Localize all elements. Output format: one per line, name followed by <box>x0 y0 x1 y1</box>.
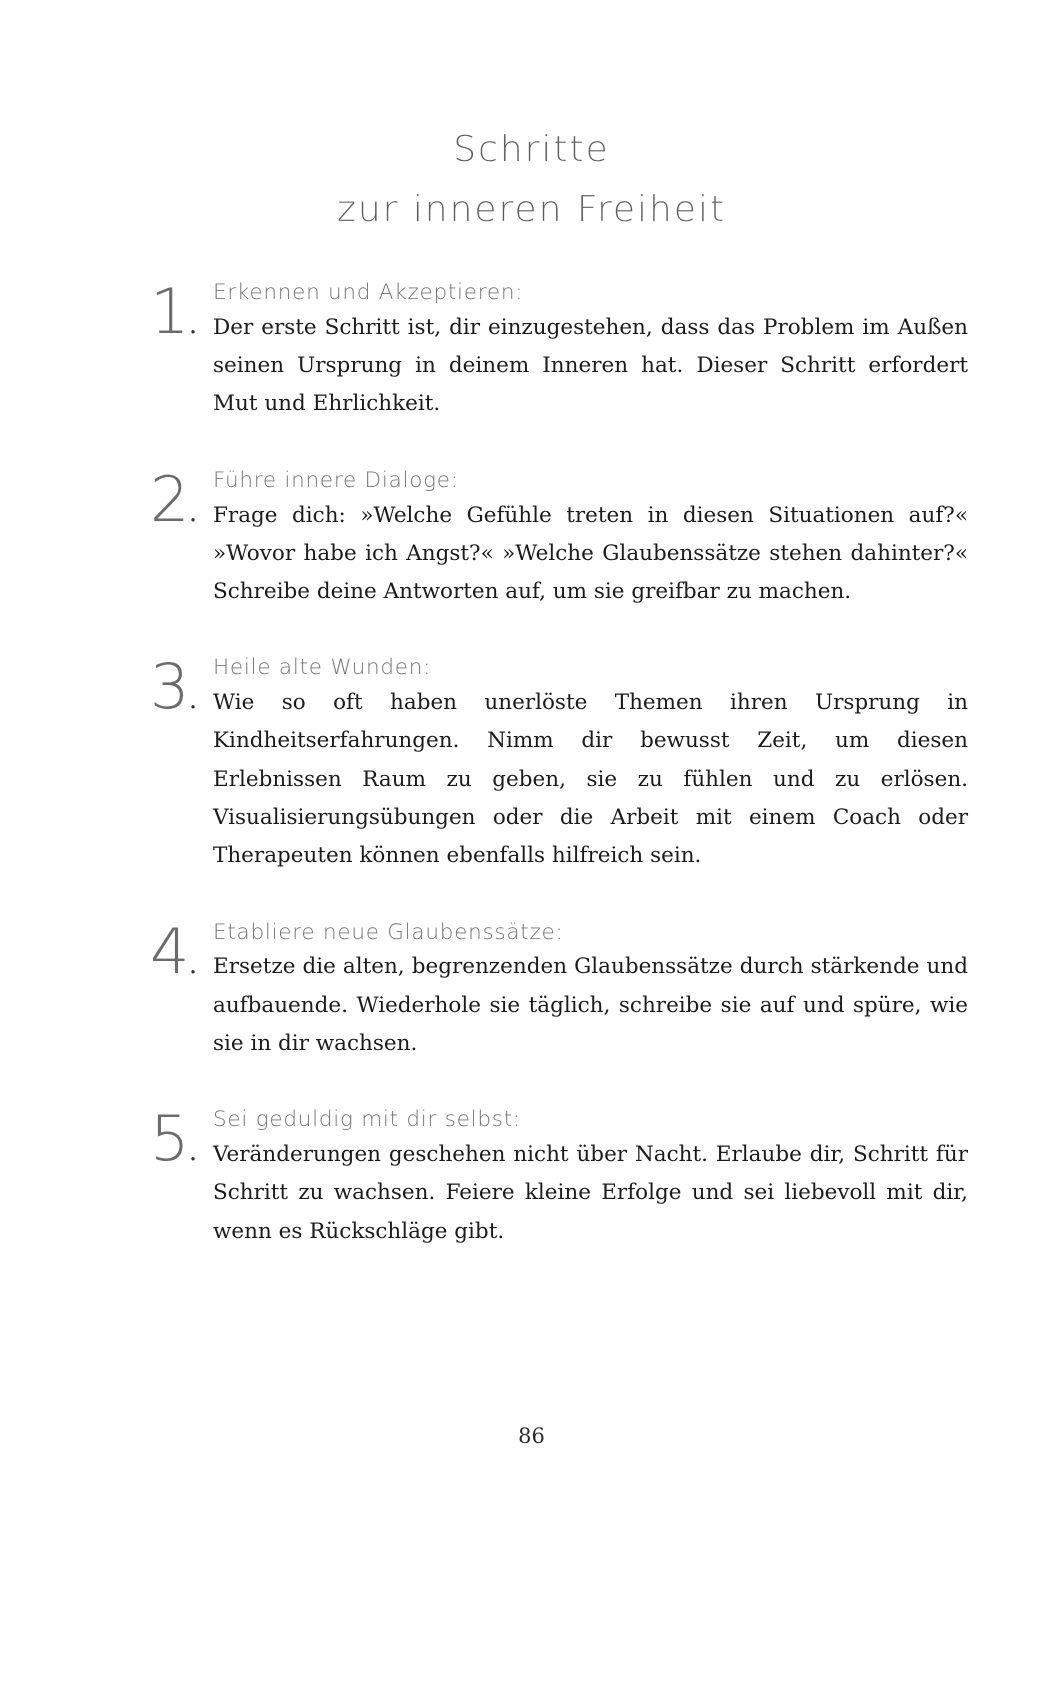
step-number <box>150 275 208 348</box>
step-body: Veränderungen geschehen nicht über Nacht. Erlaube dir, Schritt für Schritt zu wachsen. Feiere kleine Erfolge und sei liebevoll mit dir, wenn es Rückschläge gibt. <box>213 1142 968 1244</box>
step-number-digit: 3 <box>150 650 189 724</box>
step-number-digit: 1 <box>150 275 189 348</box>
step-heading: Führe innere Dialoge: <box>213 467 459 493</box>
step-heading: Erkennen und Akzeptieren: <box>213 280 524 305</box>
page-title-line-2: zur inneren Freiheit <box>336 189 727 230</box>
step-number-digit: 2 <box>150 462 189 536</box>
step-number <box>150 650 208 724</box>
step-number-dot: . <box>188 497 197 528</box>
list-item <box>150 650 968 875</box>
step-number <box>150 462 208 536</box>
step-number <box>150 1102 208 1176</box>
step-body: Wie so oft haben unerlöste Themen ihren Ursprung in Kindheitserfahrungen. Nimm dir bewusst Zeit, um diesen Erlebnissen Raum zu geben, sie zu fühlen und zu erlösen. Visualisierungsübungen oder die Arbeit mit einem Coach oder Therapeuten können ebenfalls hilfreich sein. <box>213 690 968 869</box>
list-item <box>150 1102 968 1251</box>
page-title-line-1: Schritte <box>453 129 610 170</box>
steps-list <box>0 275 1063 1251</box>
step-number-dot: . <box>188 310 197 340</box>
list-item <box>150 462 968 612</box>
step-number-dot: . <box>188 949 197 980</box>
step-heading: Sei geduldig mit dir selbst: <box>213 1107 521 1133</box>
step-number <box>150 914 208 988</box>
step-number-digit: 5 <box>150 1102 189 1176</box>
step-number-dot: . <box>188 685 197 716</box>
step-number-dot: . <box>188 1137 197 1168</box>
page-number: 86 <box>518 1424 545 1448</box>
step-body: Frage dich: »Welche Gefühle treten in diesen Situationen auf?« »Wovor habe ich Angst?« »Welche Glaubenssätze stehen dahinter?« Schreibe deine Antworten auf, um sie greifbar zu machen. <box>213 502 968 605</box>
list-item <box>150 914 968 1064</box>
step-heading: Etabliere neue Glaubenssätze: <box>213 919 564 945</box>
step-body: Der erste Schritt ist, dir einzugestehen, dass das Problem im Außen seinen Ursprung in deinem Inneren hat. Dieser Schritt erfordert Mut und Ehrlichkeit. <box>213 314 968 417</box>
step-number-digit: 4 <box>150 914 189 988</box>
step-body: Ersetze die alten, begrenzenden Glaubenssätze durch stärkende und aufbauende. Wiederhole sie täglich, schreibe sie auf und spüre, wie sie in dir wachsen. <box>213 954 968 1056</box>
page-title <box>0 0 1063 228</box>
list-item <box>150 275 968 424</box>
step-heading: Heile alte Wunden: <box>213 655 432 681</box>
